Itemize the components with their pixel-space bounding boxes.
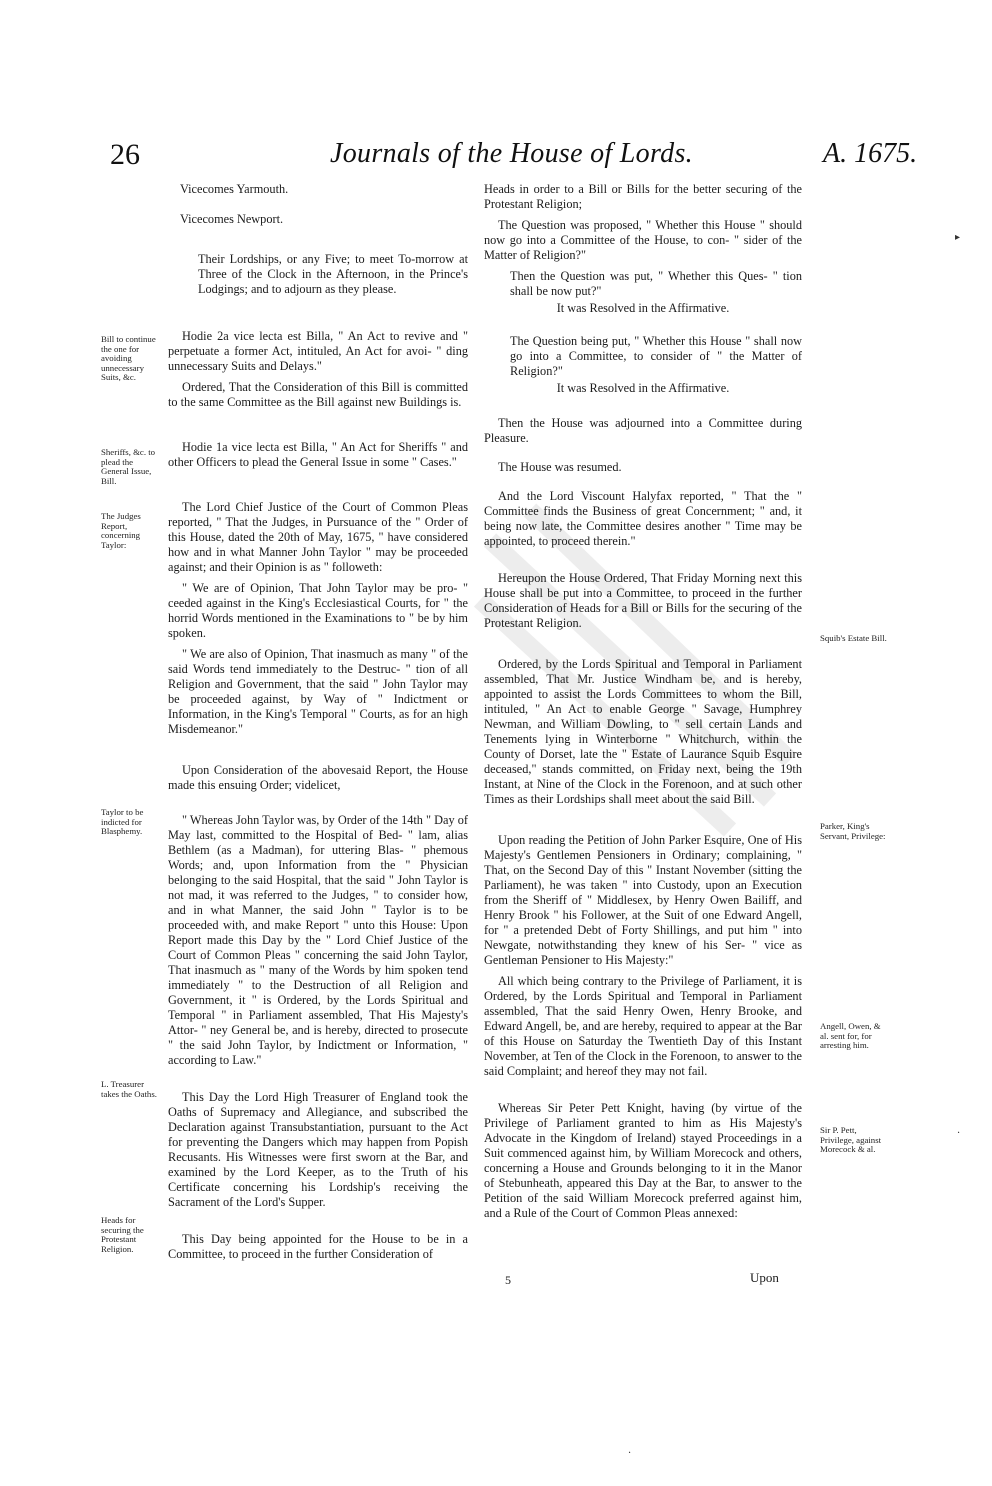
margin-note-sheriffs: Sheriffs, &c. to plead the General Issue, Bill.	[101, 447, 156, 486]
right-column	[484, 182, 802, 1221]
margin-note-angell: Angell, Owen, & al. sent for, for arresting him.	[820, 1021, 881, 1050]
pett-paragraph: Whereas Sir Peter Pett Knight, having (by virtue of the Privilege of Parliament granted to him as His Majesty's Advocate in the Kingdom of Ireland) stayed Proceedings in a Suit commenced against him, by William Morecock and others, concerning a House and Grounds belonging to it in the Manor of Stebunheath, appeared this Day at the Bar, to answer to the Petition of the said William Morecock preferred against him, and a Rule of the Court of Common Pleas annexed:	[484, 1101, 802, 1220]
hodie-secunda-paragraph: Hodie 2a vice lecta est Billa, " An Act to revive and " perpetuate a former Act, intituled, An Act for avoi- " ding unnecessary Suits and Delays."	[168, 329, 468, 373]
margin-note-judges-report: The Judges Report, concerning Taylor:	[101, 511, 141, 550]
margin-note-parker: Parker, King's Servant, Privilege:	[820, 821, 886, 841]
resolved-affirmative-2: It was Resolved in the Affirmative.	[556, 381, 730, 395]
margin-note-bill-suits: Bill to continue the one for avoiding unnecessary Suits, &c.	[101, 334, 156, 382]
house-resumed: The House was resumed.	[498, 460, 622, 474]
page-title: Journals of the House of Lords.	[330, 138, 693, 169]
parker-petition: Upon reading the Petition of John Parker Esquire, One of His Majesty's Gentlemen Pensioners in Ordinary; complaining, " That, on the Second Day of this " Instant November (sitting the Parliament), he was taken " into Custody, upon an Execution from the Sheriff of " Middlesex, by Henry Owen Bailiff, and Henry Brook " his Follower, at the Suit of one Edward Angell, for " a pretended Debt of Forty Shillings, and put him " into Newgate, notwithstanding they knew of his Ser- " vice as Gentleman Pensioner to His Majesty:"	[484, 833, 802, 967]
chief-justice-report: The Lord Chief Justice of the Court of Common Pleas reported, " That the Judges, in Pursuance of the " Order of this House, dated the 20th of May, 1675, " have considered how and in what Manner John Taylor " may be proceeded against; and their Opinion is as " followeth:	[168, 500, 468, 574]
signature-mark: 5	[505, 1273, 511, 1287]
privilege-order: All which being contrary to the Privilege of Parliament, it is Ordered, by the Lords Spiritual and Temporal in Parliament assembled, That the said Henry Owen, Henry Brooke, and Edward Angell, be, and are hereby, required to appear at the Bar of this House on Saturday the Twentieth Day of this Instant November, at Ten of the Clock in the Forenoon, to answer to the said Complaint; and hereof they may not fail.	[484, 974, 802, 1078]
margin-note-taylor: Taylor to be indicted for Blasphemy.	[101, 807, 144, 836]
stray-mark-mid: ·	[957, 1128, 961, 1139]
question-being-put: The Question being put, " Whether this House " shall now go into a Committee, to consider of " the Matter of Religion?"	[510, 334, 802, 378]
heads-continuation: Heads in order to a Bill or Bills for the better securing of the Protestant Religion;	[484, 182, 802, 211]
friday-order: Hereupon the House Ordered, That Friday Morning next this House shall be put into a Committee, to proceed in the further Consideration of Heads for a Bill or Bills for the securing of the Protestant Religion.	[484, 571, 802, 630]
halyfax-report: And the Lord Viscount Halyfax reported, " That the " Committee finds the Business of great Concernment; " and, it being now late, the Committee desires another " Time may be appointed, to proceed therein."	[484, 489, 802, 548]
house-adjourned: Then the House was adjourned into a Committee during Pleasure.	[484, 416, 802, 445]
ordered-committee-paragraph: Ordered, That the Consideration of this Bill is committed to the same Committee as the Bill against new Buildings is.	[168, 380, 468, 409]
page-year: A. 1675.	[823, 138, 918, 169]
stray-mark-top: ▸	[955, 232, 961, 243]
windham-order: Ordered, by the Lords Spiritual and Temporal in Parliament assembled, That Mr. Justice Windham be, and is hereby, appointed to assist the Lords Committees to whom the Bill, intituled, " An Act to enable George " Savage, Humphrey Newman, and William Dowling, to " sell certain Lands and Tenements lying in Winterborne " Whitchurch, within the County of Dorset, late the " Estate of Laurance Squib Esquire deceased," stands committed, on Friday next, being the 19th Instant, at Nine of the Clock in the Forenoon, and at such other Times as their Lordships shall meet about the said Bill.	[484, 657, 802, 806]
catchword: Upon	[750, 1270, 779, 1285]
viscount-yarmouth: Vicecomes Yarmouth.	[180, 182, 289, 196]
question-put: Then the Question was put, " Whether this Ques- " tion shall be now put?"	[510, 269, 802, 298]
hodie-prima-paragraph: Hodie 1a vice lecta est Billa, " An Act for Sheriffs " and other Officers to plead the General Issue in some " Cases."	[168, 440, 468, 469]
margin-note-squib: Squib's Estate Bill.	[820, 633, 887, 643]
committee-paragraph: Their Lordships, or any Five; to meet To-morrow at Three of the Clock in the Afternoon, in the Prince's Lodgings; and to adjourn as they please.	[198, 252, 468, 296]
treasurer-oaths-paragraph: This Day the Lord High Treasurer of England took the Oaths of Supremacy and Allegiance, and subscribed the Declaration against Transubstantiation, pursuant to the Act for preventing the Dangers which may happen from Popish Recusants. His Witnesses were first sworn at the Bar, and examined by the Lord Keeper, as to the Truth of his Certificate concerning his Lordship's receiving the Sacrament of the Lord's Supper.	[168, 1090, 468, 1209]
left-column	[168, 252, 468, 1262]
margin-note-treasurer: L. Treasurer takes the Oaths.	[101, 1079, 157, 1099]
judges-opinion-2: " We are also of Opinion, That inasmuch as many " of the said Words tend immediately to the Destruc- " tion of all Religion and Government, that the said " John Taylor may be proceeded against, by Way of " Indictment or Information, in the King's Temporal " Courts, as for an high Misdemeanor."	[168, 647, 468, 736]
taylor-order-paragraph: " Whereas John Taylor was, by Order of the 14th " Day of May last, committed to the Hospital of Bed- " lam, alias Bethlem (as a Madman), for uttering Blas- " phemous Words; and, upon Information from the " Physician belonging to the said Hospital, that the said " John Taylor is not mad, it was referred to the Judges, " to consider how, and in what Manner, the said John " Taylor is to be proceeded with, and make Report " unto this House: Upon Report made this Day by the " Lord Chief Justice of the Court of Common Pleas " concerning the said John Taylor, That inasmuch as " many of the Words by him spoken tend immediately " to the Destruction of all Religion and Government, it " is Ordered, by the Lords Spiritual and Temporal " in Parliament assembled, That His Majesty's Attor- " ney General be, and is hereby, directed to prosecute " the said John Taylor, by Indictment or Information, " according to Law."	[168, 813, 468, 1067]
question-proposed: The Question was proposed, " Whether this House " should now go into a Committee of the House, to con- " sider of the Matter of Religion?"	[484, 218, 802, 262]
resolved-affirmative-1: It was Resolved in the Affirmative.	[556, 301, 730, 315]
viscount-newport: Vicecomes Newport.	[180, 212, 284, 226]
upon-consideration-paragraph: Upon Consideration of the abovesaid Report, the House made this ensuing Order; videlicet,	[168, 763, 468, 792]
page-number: 26	[110, 138, 140, 171]
margin-note-heads: Heads for securing the Protestant Religion.	[101, 1215, 144, 1254]
stray-mark-bottom: ·	[628, 1448, 632, 1459]
committee-appointed-paragraph: This Day being appointed for the House to be in a Committee, to proceed in the further Consideration of	[168, 1232, 468, 1261]
margin-note-pett: Sir P. Pett, Privilege, against Morecock & al.	[820, 1125, 882, 1154]
judges-opinion-1: " We are of Opinion, That John Taylor may be pro- " ceeded against in the King's Ecclesiastical Courts, for " the horrid Words mentioned in the Examinations to " be by him spoken.	[168, 581, 468, 640]
